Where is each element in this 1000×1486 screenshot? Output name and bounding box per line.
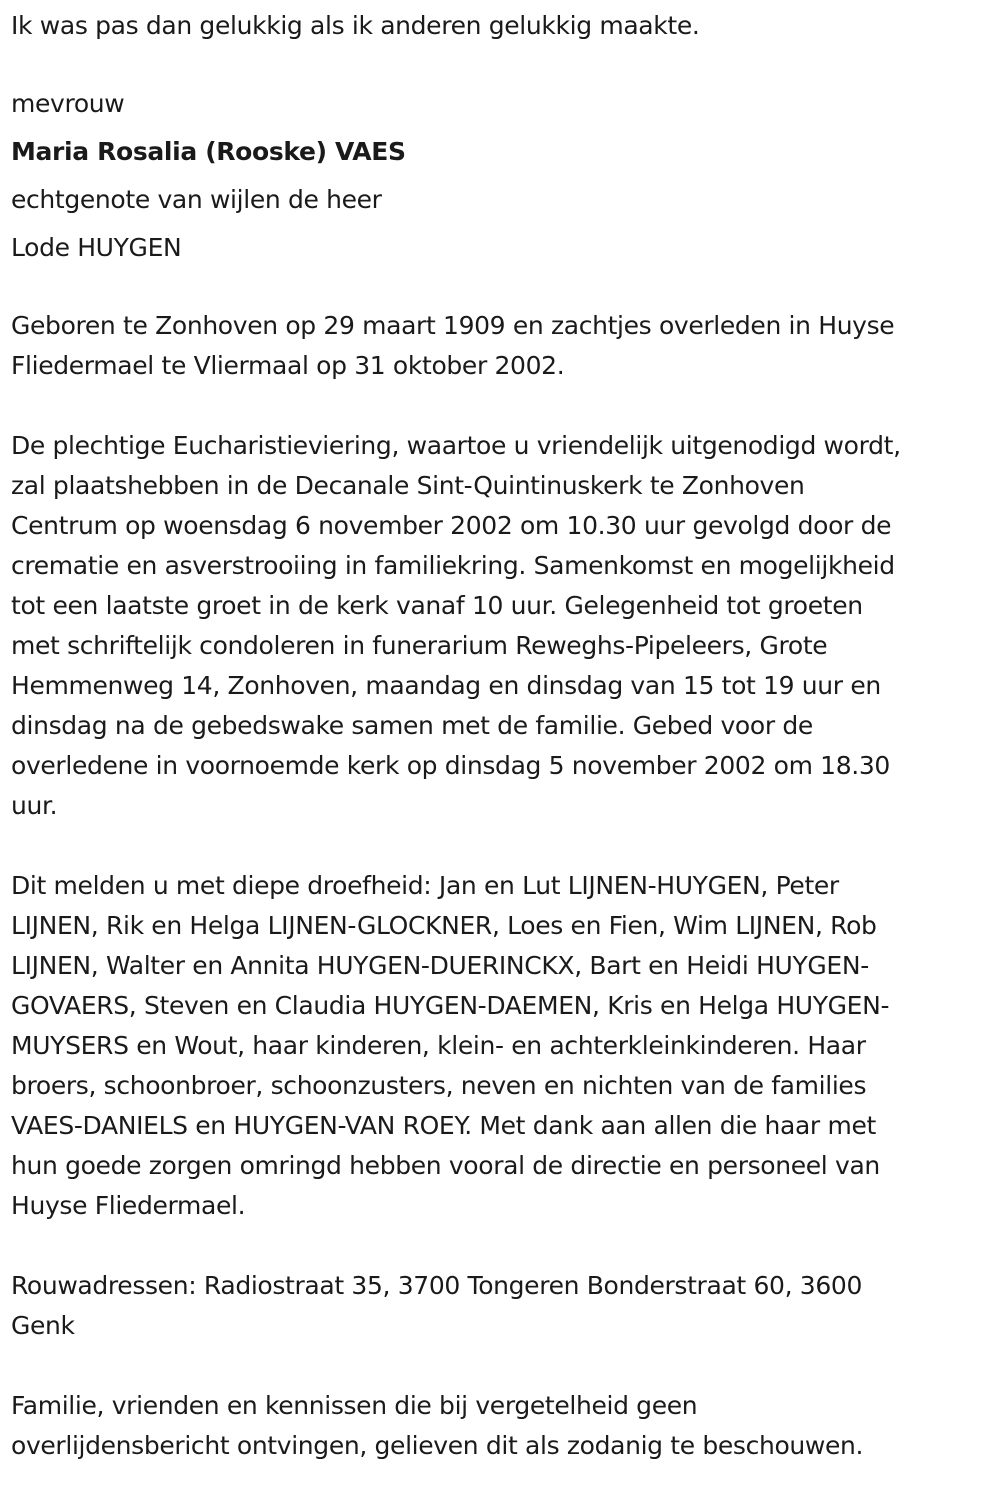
paragraph-line: tot een laatste groet in de kerk vanaf 10 uur. Gelegenheid tot groeten bbox=[11, 591, 863, 620]
spacer bbox=[11, 386, 991, 426]
addresses-paragraph bbox=[11, 1266, 991, 1346]
spouse-intro: echtgenote van wijlen de heer bbox=[11, 185, 382, 214]
paragraph-line: Hemmenweg 14, Zonhoven, maandag en dinsdag van 15 tot 19 uur en bbox=[11, 671, 881, 700]
spacer bbox=[11, 1226, 991, 1266]
obituary-document bbox=[11, 6, 991, 1466]
motto: Ik was pas dan gelukkig als ik anderen gelukkig maakte. bbox=[11, 11, 700, 40]
ceremony-paragraph bbox=[11, 426, 991, 826]
paragraph-line: overlijdensbericht ontvingen, gelieven dit als zodanig te beschouwen. bbox=[11, 1431, 864, 1460]
paragraph-line: Huyse Fliedermael. bbox=[11, 1191, 246, 1220]
paragraph-line: Centrum op woensdag 6 november 2002 om 10.30 uur gevolgd door de bbox=[11, 511, 892, 540]
spacer bbox=[11, 826, 991, 866]
paragraph-line: Genk bbox=[11, 1311, 75, 1340]
paragraph-line: met schriftelijk condoleren in funerarium Reweghs-Pipeleers, Grote bbox=[11, 631, 828, 660]
paragraph-line: dinsdag na de gebedswake samen met de familie. Gebed voor de bbox=[11, 711, 813, 740]
paragraph-line: broers, schoonbroer, schoonzusters, neven en nichten van de families bbox=[11, 1071, 867, 1100]
salutation: mevrouw bbox=[11, 89, 125, 118]
paragraph-line: crematie en asverstrooiing in familiekring. Samenkomst en mogelijkheid bbox=[11, 551, 895, 580]
closing-paragraph bbox=[11, 1386, 991, 1466]
paragraph-line: zal plaatshebben in de Decanale Sint-Quintinuskerk te Zonhoven bbox=[11, 471, 805, 500]
paragraph-line: overledene in voornoemde kerk op dinsdag 5 november 2002 om 18.30 bbox=[11, 751, 890, 780]
paragraph-line: Geboren te Zonhoven op 29 maart 1909 en zachtjes overleden in Huyse bbox=[11, 311, 895, 340]
spouse-name: Lode HUYGEN bbox=[11, 233, 182, 262]
family-paragraph bbox=[11, 866, 991, 1226]
spacer bbox=[11, 272, 991, 306]
paragraph-line: De plechtige Eucharistieviering, waartoe u vriendelijk uitgenodigd wordt, bbox=[11, 431, 901, 460]
paragraph-line: Fliedermael te Vliermaal op 31 oktober 2002. bbox=[11, 351, 565, 380]
paragraph-line: MUYSERS en Wout, haar kinderen, klein- en achterkleinkinderen. Haar bbox=[11, 1031, 866, 1060]
paragraph-line: GOVAERS, Steven en Claudia HUYGEN-DAEMEN, Kris en Helga HUYGEN- bbox=[11, 991, 890, 1020]
paragraph-line: uur. bbox=[11, 791, 58, 820]
paragraph-line: Rouwadressen: Radiostraat 35, 3700 Tongeren Bonderstraat 60, 3600 bbox=[11, 1271, 863, 1300]
paragraph-line: Dit melden u met diepe droefheid: Jan en Lut LIJNEN-HUYGEN, Peter bbox=[11, 871, 839, 900]
paragraph-line: LIJNEN, Walter en Annita HUYGEN-DUERINCKX, Bart en Heidi HUYGEN- bbox=[11, 951, 869, 980]
paragraph-line: VAES-DANIELS en HUYGEN-VAN ROEY. Met dank aan allen die haar met bbox=[11, 1111, 876, 1140]
paragraph-line: Familie, vrienden en kennissen die bij vergetelheid geen bbox=[11, 1391, 698, 1420]
paragraph-line: LIJNEN, Rik en Helga LIJNEN-GLOCKNER, Loes en Fien, Wim LIJNEN, Rob bbox=[11, 911, 877, 940]
spacer bbox=[11, 46, 991, 80]
paragraph-line: hun goede zorgen omringd hebben vooral de directie en personeel van bbox=[11, 1151, 880, 1180]
birth-death-paragraph bbox=[11, 306, 991, 386]
spacer bbox=[11, 1346, 991, 1386]
deceased-name: Maria Rosalia (Rooske) VAES bbox=[11, 137, 406, 166]
